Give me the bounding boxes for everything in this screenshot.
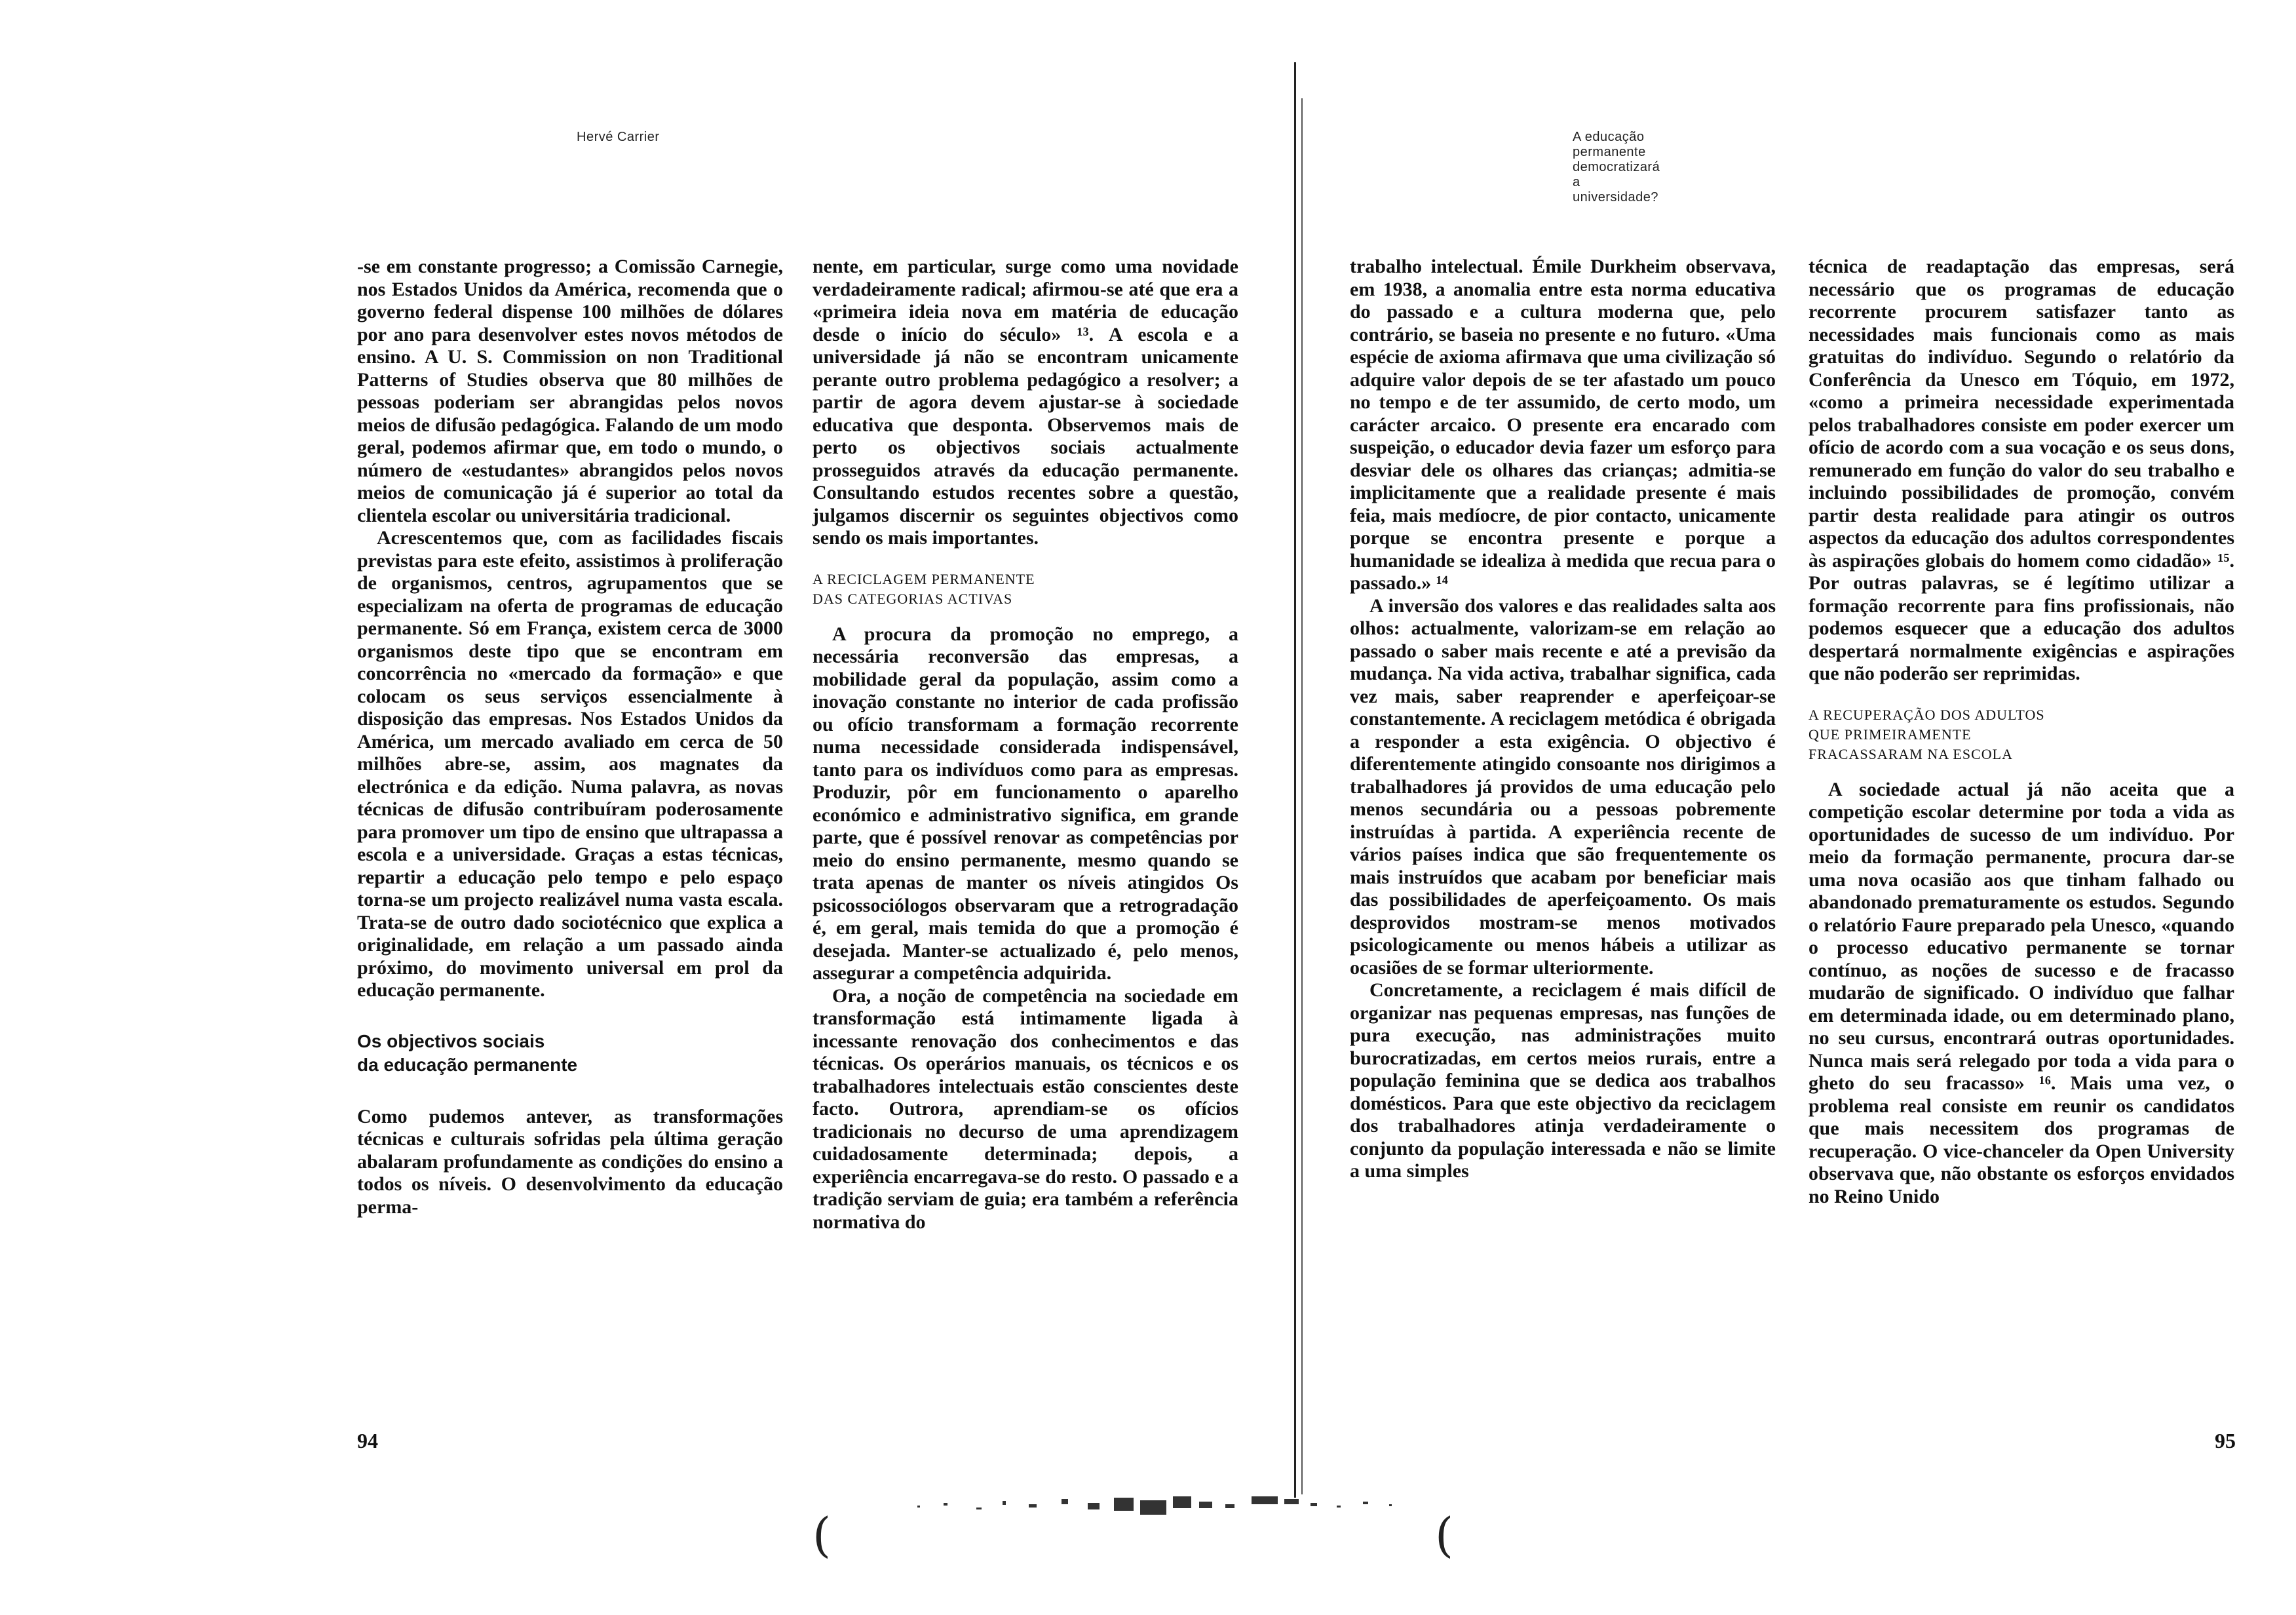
- section-title-line: Os objectivos sociais: [357, 1030, 545, 1051]
- paragraph: trabalho intelectual. Émile Durkheim observava, em 1938, a anomalia entre esta norma educativa do passado e a cultura moderna que, pelo contrário, se baseia no presente e no futuro. «Uma espécie de axioma afirmava que uma civilização só adquire valor depois de se ter afastado um pouco no tempo e de ter assumido, de certo modo, um carácter arcaico. O presente era encarado com suspeição, o educador devia fazer um esforço para desviar dele os olhares das crianças; admitia-se implicitamente que a realidade presente é mais feia, mais medíocre, de pior contacto, unicamente porque se encontra presente e porque a humanidade se idealiza à medida que recua para o passado.» ¹⁴: [1350, 256, 1776, 594]
- book-spine-shadow: [1301, 98, 1303, 1494]
- scan-bracket-mark: (: [813, 1508, 832, 1563]
- scan-bracket-mark: (: [1435, 1508, 1454, 1563]
- subheading: [1808, 705, 2234, 764]
- section-title-line: da educação permanente: [357, 1054, 578, 1075]
- paragraph: A sociedade actual já não aceita que a competição escolar determine por toda a vida as oportunidades de sucesso de um indivíduo. Por meio da formação permanente, procura dar-se uma nova ocasião aos que tinham falhado ou abandonado prematuramente os estudos. Segundo o relatório Faure preparado pela Unesco, «quando o processo educativo permanente se tornar contínuo, as noções de sucesso e de fracasso mudarão de significado. O indivíduo que falhar em determinada idade, ou em determinado plano, no seu cursus, encontrará outras oportunidades. Nunca mais será relegado por toda a vida para o gheto do seu fracasso» ¹⁶. Mais uma vez, o problema real consiste em reunir os candidatos que mais necessitem dos programas de recuperação. O vice-chanceler da Open University observava que, não obstante os esforços envidados no Reino Unido: [1808, 778, 2234, 1207]
- paragraph: técnica de readaptação das empresas, será necessário que os programas de educação recorrente procurem satisfazer tanto as necessidades mais funcionais como as mais gratuitas do indivíduo. Segundo o relatório da Conferência da Unesco em Tóquio, em 1972, «como a primeira necessidade experimentada pelos trabalhadores consiste em poder exercer um ofício de acordo com a sua vocação e os seus dons, remunerado em função do valor do seu trabalho e incluindo possibilidades de promoção, convém partir desta realidade para atingir os outros aspectos da educação dos adultos correspondentes às aspirações globais do homem como cidadão» ¹⁵. Por outras palavras, se é legítimo utilizar a formação recorrente para fins profissionais, não podemos esquecer que a educação dos adultos despertará normalmente exigências e aspirações que não poderão ser reprimidas.: [1808, 256, 2234, 684]
- page-number-right: 95: [2215, 1429, 2236, 1452]
- book-spine: [1294, 62, 1296, 1498]
- paragraph: A inversão dos valores e das realidades salta aos olhos: actualmente, valorizam-se em relação ao passado o saber mais recente e até a previsão da mudança. Na vida activa, trabalhar significa, cada vez mais, saber reaprender e aperfeiçoar-se constantemente. A reciclagem metódica é obrigada a responder a esta exigência. O objectivo é diferentemente atingido consoante nos dirigimos a trabalhadores já providos de uma educação pelo menos secundária ou a pessoas pobremente instruídas à partida. A experiência recente de vários países indica que são frequentemente os mais instruídos que acabam por beneficiar mais das possibilidades de aperfeiçoamento. Os mais desprovidos mostram-se menos motivados psicologicamente ou menos hábeis a utilizar as ocasiões de se formar ulteriormente.: [1350, 594, 1776, 979]
- subheading-line: QUE PRIMEIRAMENTE: [1808, 726, 1972, 743]
- running-header-right: A educação permanente democratizará a universidade?: [1573, 130, 1660, 204]
- running-header-left: Hervé Carrier: [577, 130, 660, 144]
- subheading-line: FRACASSARAM NA ESCOLA: [1808, 745, 2013, 762]
- text-column-3: [1350, 256, 1776, 1183]
- paragraph: -se em constante progresso; a Comissão Carnegie, nos Estados Unidos da América, recomenda que o governo federal dispense 100 milhões de dólares por ano para desenvolver estes novos métodos de ensino. A U. S. Commission on non Traditional Patterns of Studies observa que 80 milhões de pessoas poderiam ser abrangidas pelos novos meios de difusão pedagógica. Falando de um modo geral, podemos afirmar que, em todo o mundo, o número de «estudantes» abrangidos pelos novos meios de comunicação já é superior ao total da clientela escolar ou universitária tradicional.: [357, 256, 783, 526]
- subheading-line: DAS CATEGORIAS ACTIVAS: [813, 590, 1013, 607]
- subheading-line: A RECUPERAÇÃO DOS ADULTOS: [1808, 706, 2045, 723]
- text-column-4: [1808, 256, 2234, 1208]
- paragraph: A procura da promoção no emprego, a necessária reconversão das empresas, a mobilidade geral da população, assim como a inovação constante no interior de cada profissão ou ofício transformam a formação recorrente numa necessidade considerada indispensável, tanto para os indivíduos como para as empresas. Produzir, pôr em funcionamento o aparelho económico e administrativo significa, em grande parte, que é possível renovar as competências por meio do ensino permanente, mesmo quando se trata apenas de manter os níveis atingidos Os psicossociólogos observaram que a retrogradação é, em geral, mais temida do que a promoção é desejada. Manter-se actualizado é, pelo menos, assegurar a competência adquirida.: [813, 623, 1238, 984]
- paragraph: Acrescentemos que, com as facilidades fiscais previstas para este efeito, assistimos à proliferação de organismos, centros, agrupamentos que se especializam na oferta de programas de educação permanente. Só em França, existem cerca de 3000 organismos deste tipo que se encontram em concorrência no «mercado da formação» e que colocam os seus serviços essencialmente à disposição das empresas. Nos Estados Unidos da América, um mercado avaliado em cerca de 50 milhões abre-se, assim, aos magnates da electrónica e da edição. Numa palavra, as novas técnicas de difusão contribuíram poderosamente para promover um tipo de ensino que ultrapassa a escola e a universidade. Graças a estas técnicas, repartir a educação pelo tempo e pelo espaço torna-se um projecto realizável numa vasta escala. Trata-se de outro dado sociotécnico que explica a originalidade, em relação a um passado ainda próximo, do movimento universal em prol da educação permanente.: [357, 527, 783, 1001]
- subheading-line: A RECICLAGEM PERMANENTE: [813, 570, 1035, 587]
- paragraph: Concretamente, a reciclagem é mais difícil de organizar nas pequenas empresas, nas funções de pura execução, nas administrações muito burocratizadas, em certos meios rurais, entre a população feminina que se dedica aos trabalhos domésticos. Para que este objectivo da reciclagem dos trabalhadores atinja verdadeiramente o conjunto da população interessada e não se limite a uma simples: [1350, 979, 1776, 1182]
- paragraph: nente, em particular, surge como uma novidade verdadeiramente radical; afirmou-se até que era a «primeira ideia nova em matéria de educação desde o início do século» ¹³. A escola e a universidade já não se encontram unicamente perante outro problema pedagógico a resolver; a partir de agora devem ajustar-se à sociedade educativa que desponta. Observemos mais de perto os objectivos sociais actualmente prosseguidos através da educação permanente. Consultando estudos recentes sobre a questão, julgamos discernir os seguintes objectivos como sendo os mais importantes.: [813, 256, 1238, 549]
- page-number-left: 94: [357, 1429, 378, 1452]
- scan-noise-smudge: [904, 1491, 1415, 1524]
- paragraph: Como pudemos antever, as transformações técnicas e culturais sofridas pela última geração abalaram profundamente as condições do ensino a todos os níveis. O desenvolvimento da educação perma-: [357, 1105, 783, 1218]
- paragraph: Ora, a noção de competência na sociedade em transformação está intimamente ligada à incessante renovação dos conhecimentos e das técnicas. Os operários manuais, os técnicos e os trabalhadores intelectuais estão conscientes deste facto. Outrora, aprendiam-se os ofícios tradicionais no decurso de uma aprendizagem cuidadosamente determinada; depois, a experiência encarregava-se do resto. O passado e a tradição serviam de guia; era também a referência normativa do: [813, 984, 1238, 1233]
